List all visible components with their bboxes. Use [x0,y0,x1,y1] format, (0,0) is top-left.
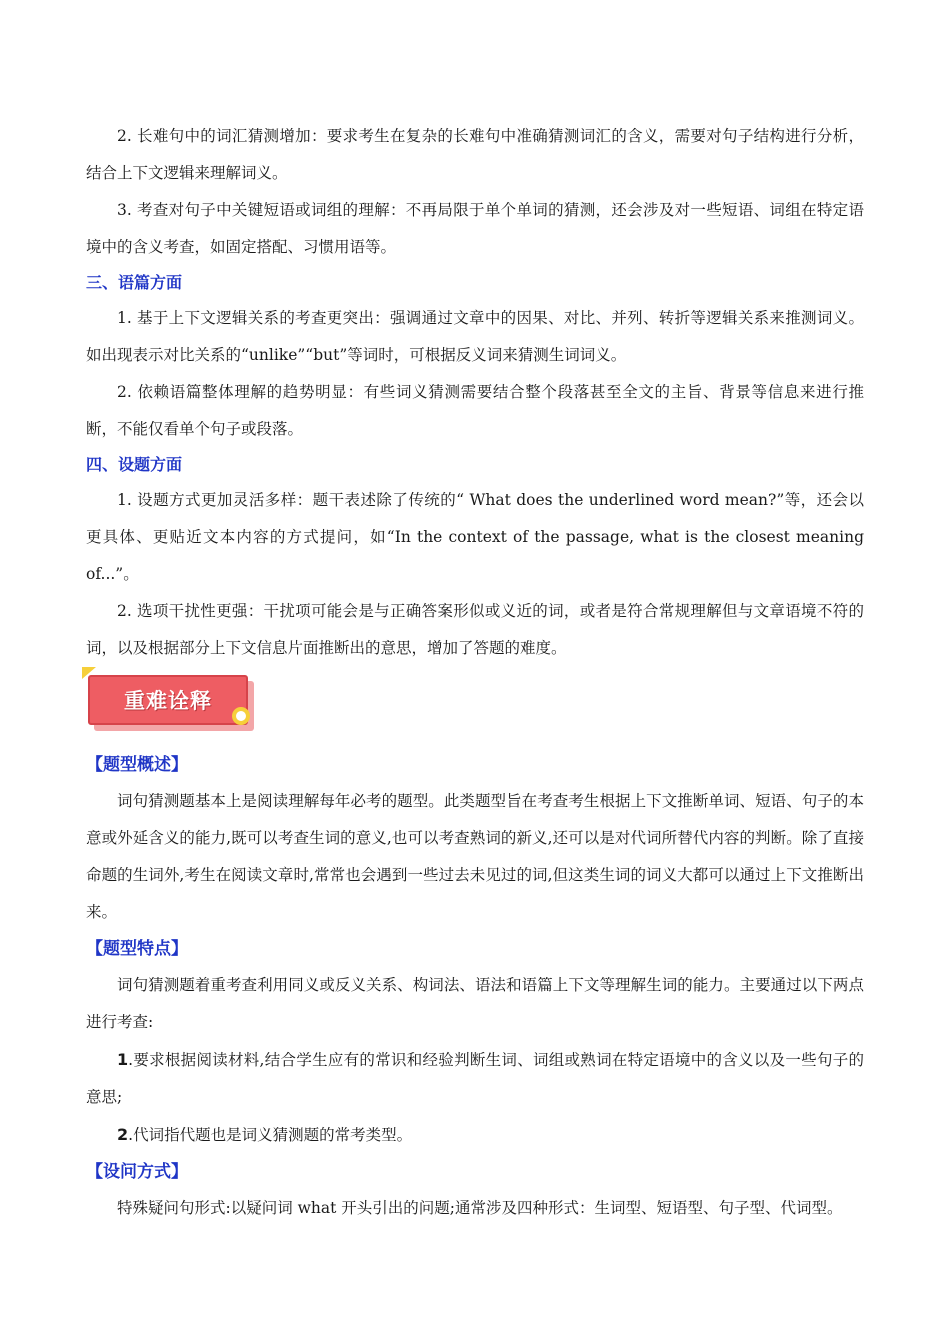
section3-item2: 2. 依赖语篇整体理解的趋势明显：有些词义猜测需要结合整个段落甚至全文的主旨、背景等信息来进行推断，不能仅看单个句子或段落。 [86,383,864,438]
point-1-text: .要求根据阅读材料,结合学生应有的常识和经验判断生词、词组或熟词在特定语境中的含义以及一些句子的意思; [86,1051,864,1106]
point-2-text: .代词指代题也是词义猜测题的常考类型。 [128,1126,413,1144]
overview-text: 词句猜测题基本上是阅读理解每年必考的题型。此类题型旨在考查考生根据上下文推断单词、短语、句子的本意或外延含义的能力,既可以考查生词的意义,也可以考查熟词的新义,还可以是对代词所替代内容的判断。除了直接命题的生词外,考生在阅读文章时,常常也会遇到一些过去未见过的词,但这类生词的词义大都可以通过上下文推断出来。 [86,792,864,921]
badge-label-box [88,675,248,725]
features-point-1 [86,1041,864,1116]
point-2-number: 2 [117,1125,129,1144]
features-heading: 【题型特点】 [86,939,188,959]
key-points-badge [86,673,266,739]
features-intro: 词句猜测题着重考查利用同义或反义关系、构词法、语法和语篇上下文等理解生词的能力。主要通过以下两点进行考查: [86,976,864,1031]
badge-text: 重难诠释 [124,689,212,713]
flag-icon [82,667,96,679]
question-style-text: 特殊疑问句形式:以疑问词 what 开头引出的问题;通常涉及四种形式：生词型、短语型、句子型、代词型。 [117,1199,843,1217]
features-point-2 [86,1116,864,1154]
section4-heading: 四、设题方面 [86,455,183,474]
section4-item2: 2. 选项干扰性更强：干扰项可能会是与正确答案形似或义近的词，或者是符合常规理解但与文章语境不符的词，以及根据部分上下文信息片面推断出的意思，增加了答题的难度。 [86,602,864,657]
question-style-heading: 【设问方式】 [86,1162,188,1182]
section4-item1: 1. 设题方式更加灵活多样：题干表述除了传统的“ What does the underlined word mean?”等，还会以更具体、更贴近文本内容的方式提问，如“In the context of the passage, what is the closest meaning of...”。 [86,491,864,583]
section2-item3: 3. 考查对句子中关键短语或词组的理解：不再局限于单个单词的猜测，还会涉及对一些短语、词组在特定语境中的含义考查，如固定搭配、习惯用语等。 [86,201,864,256]
section3-item1: 1. 基于上下文逻辑关系的考查更突出：强调通过文章中的因果、对比、并列、转折等逻辑关系来推测词义。如出现表示对比关系的“unlike”“but”等词时，可根据反义词来猜测生词词义。 [86,309,864,364]
document-page [86,118,864,1227]
overview-heading: 【题型概述】 [86,755,188,775]
ring-icon [232,707,250,725]
point-1-number: 1 [117,1050,129,1069]
section3-heading: 三、语篇方面 [86,273,183,292]
section2-item2: 2. 长难句中的词汇猜测增加：要求考生在复杂的长难句中准确猜测词汇的含义，需要对句子结构进行分析，结合上下文逻辑来理解词义。 [86,127,864,182]
